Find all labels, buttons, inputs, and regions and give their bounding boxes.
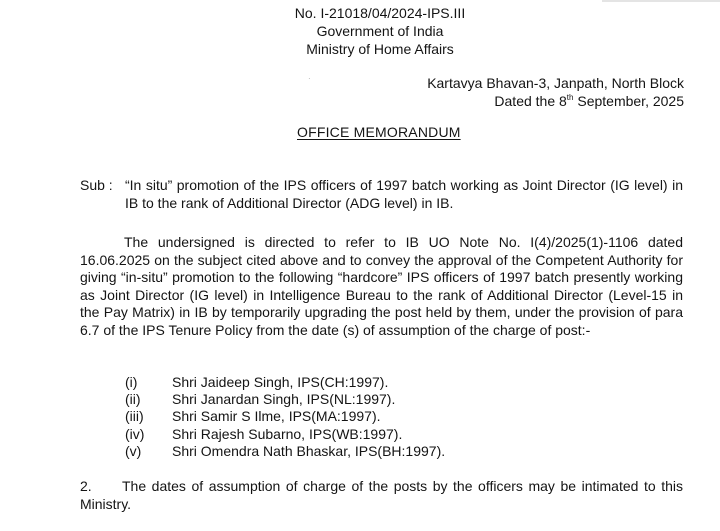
letterhead [280,4,480,58]
subject-label: Sub : [80,177,113,193]
office-address: Kartavya Bhavan-3, Janpath, North Block [427,75,684,91]
officer-number: (i) [125,374,138,390]
scan-speck-mark: ∙ [308,73,311,83]
address-block [427,74,684,110]
officer-number: (iii) [125,408,144,425]
officer-name: Shri Rajesh Subarno, IPS(WB:1997). [172,425,403,442]
government-name: Government of India [316,23,444,39]
body-paragraph-2: The dates of assumption of charge of the posts by the officers may be intimated to this Ministry. [80,478,683,512]
officer-name: Shri Janardan Singh, IPS(NL:1997). [172,391,396,408]
body-paragraph-1: The undersigned is directed to refer to IB UO Note No. I(4)/2025(1)-1106 dated 16.06.2025 on the subject cited above and to convey the approval of the Competent Authority for giving “in-situ” promotion to the following “hardcore” IPS officers of 1997 batch presently working as Joint Director (IG level) in Intelligence Bureau to the rank of Additional Director (Level-15 in the Pay Matrix) in IB by temporarily upgrading the post held by them, under the provision of para 6.7 of the IPS Tenure Policy from the date (s) of assumption of the charge of post:- [80,234,683,338]
officer-number: (iv) [125,425,145,442]
memo-title: OFFICE MEMORANDUM [297,124,461,140]
officer-number: (ii) [125,391,141,408]
subject-text: “In situ” promotion of the IPS officers of 1997 batch working as Joint Director (IG level) in IB to the rank of Additional Director (ADG level) in IB. [125,177,683,211]
ministry-name: Ministry of Home Affairs [306,41,454,57]
officer-name: Shri Samir S Ilme, IPS(MA:1997). [172,408,381,425]
scan-edge-line [602,0,720,2]
memo-date: Dated the 8th September, 2025 [494,93,684,109]
officer-number: (v) [125,442,142,459]
file-number: No. I-21018/04/2024-IPS.III [294,5,466,21]
paragraph-2-number: 2. [80,478,92,494]
officer-name: Shri Omendra Nath Bhaskar, IPS(BH:1997). [172,442,446,459]
officer-name: Shri Jaideep Singh, IPS(CH:1997). [172,374,389,390]
